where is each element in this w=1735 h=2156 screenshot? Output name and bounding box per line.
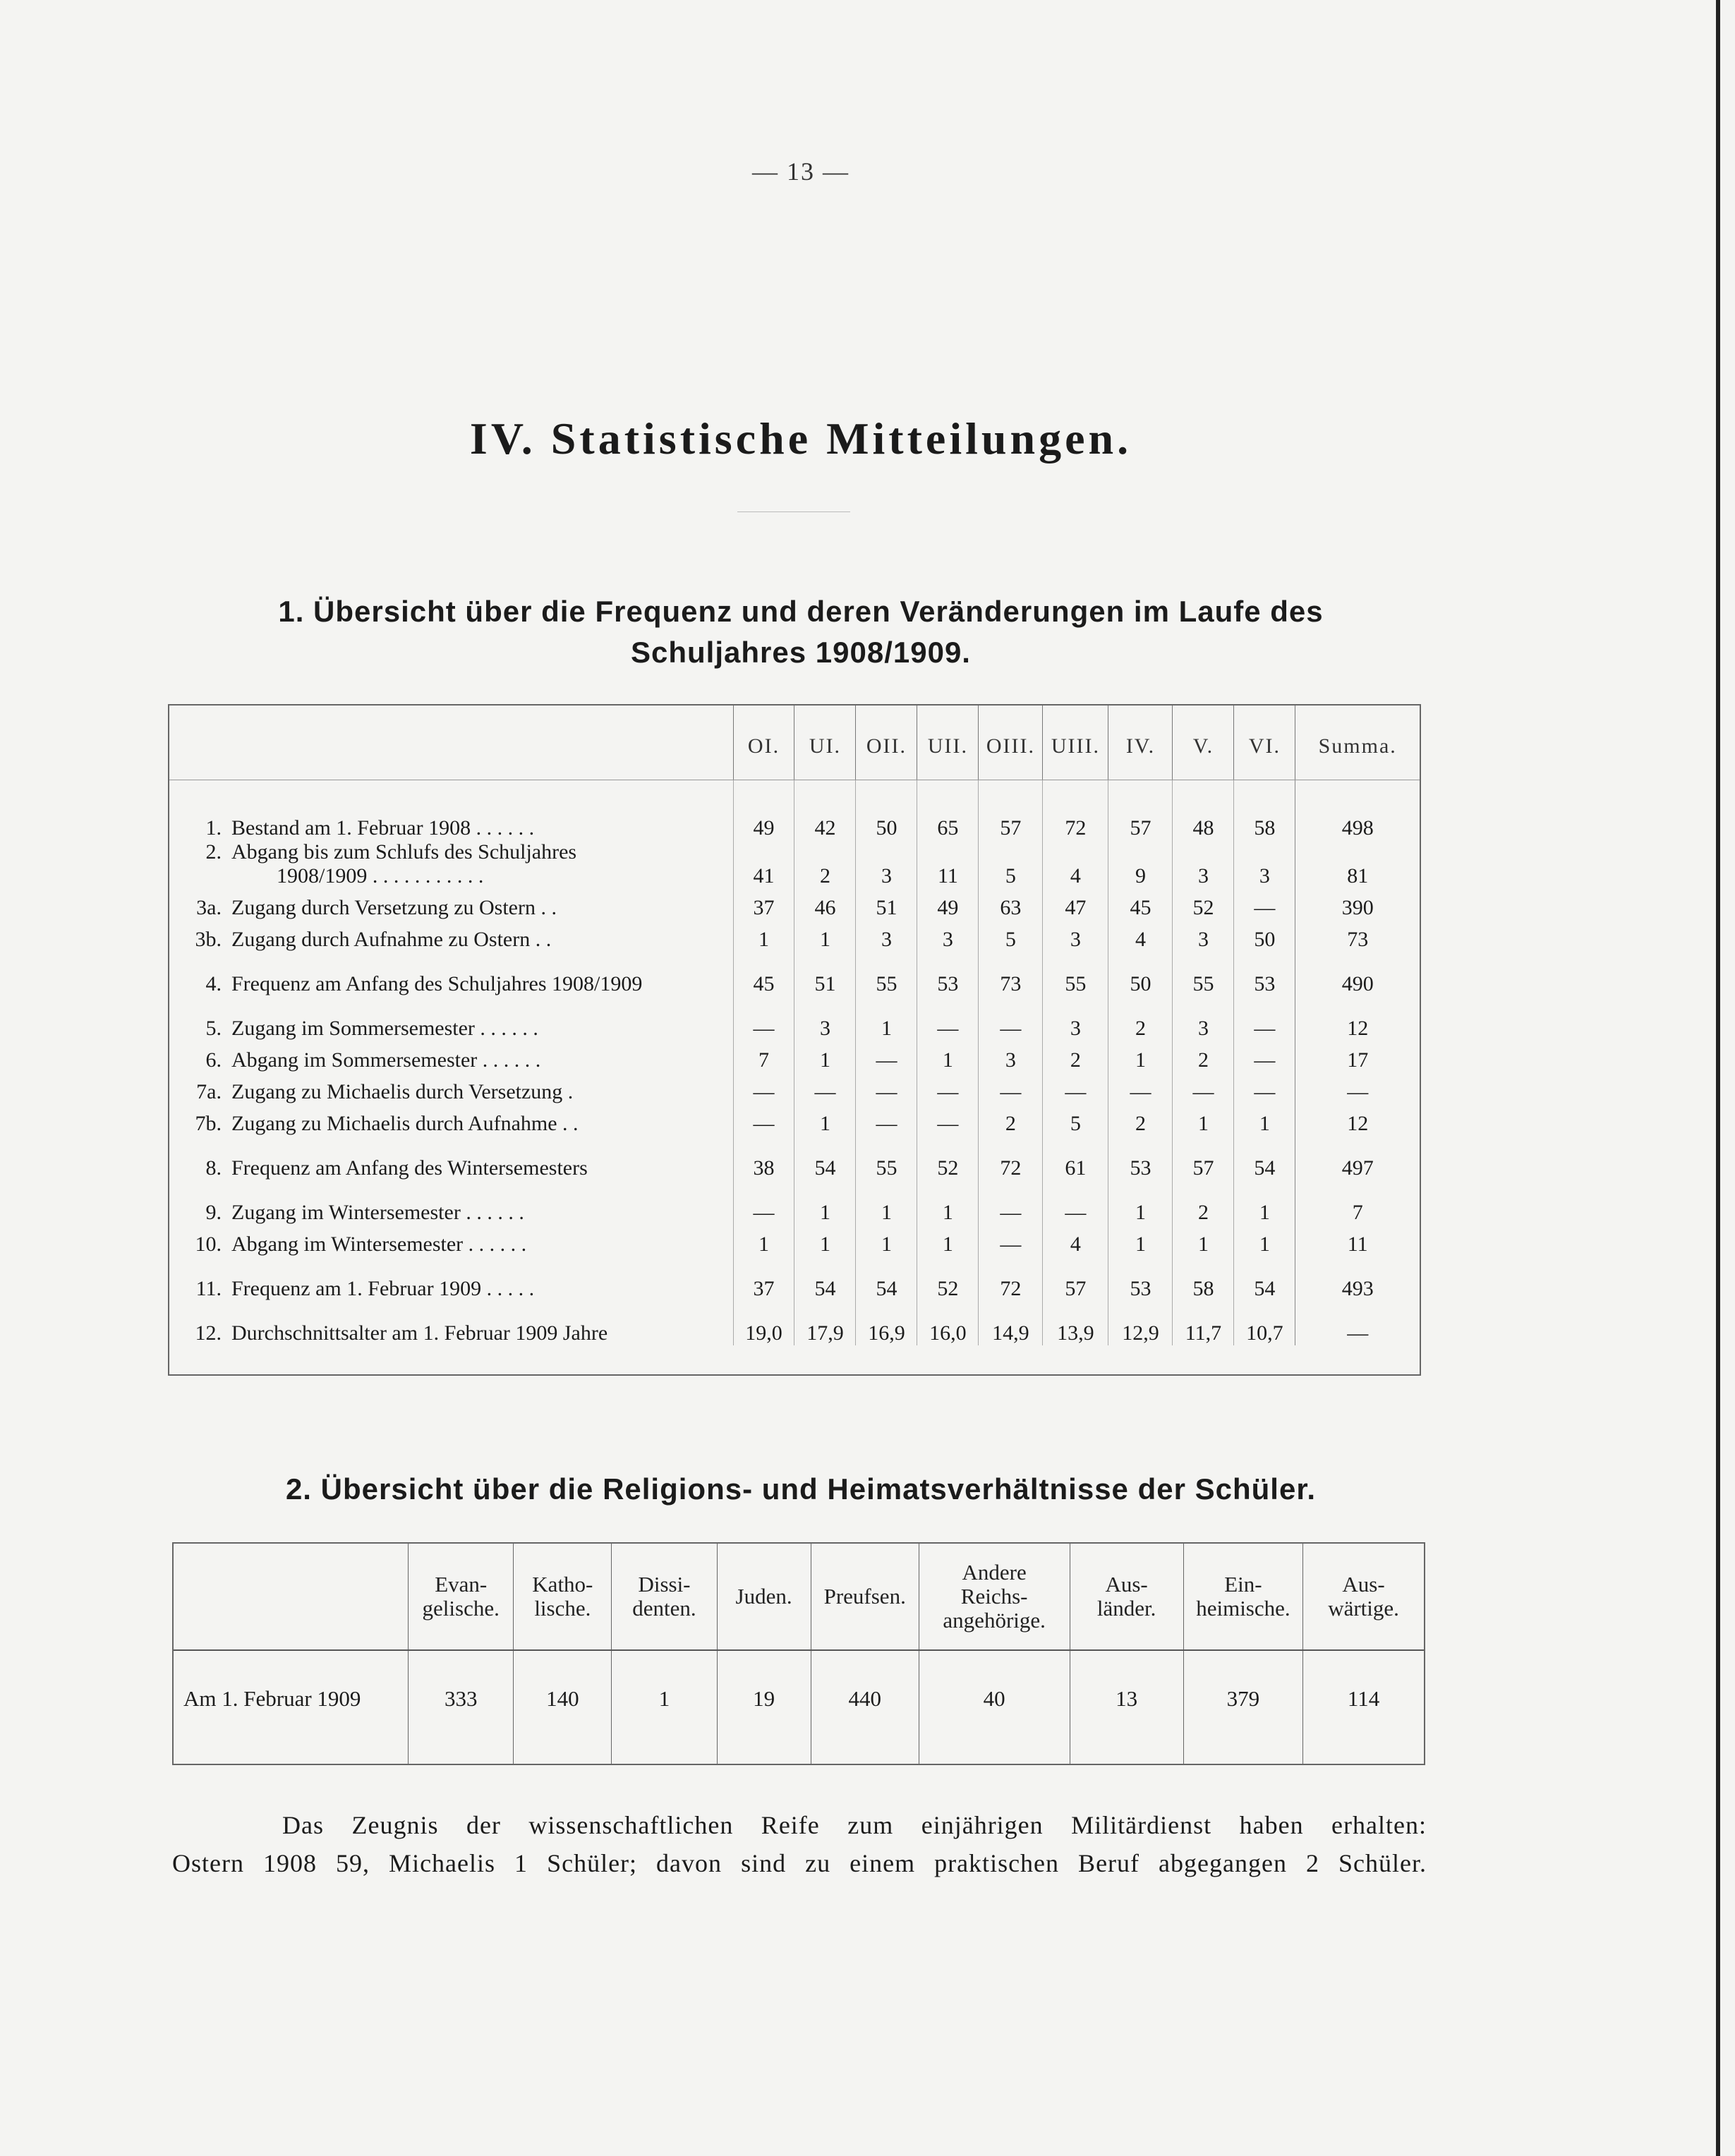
closing-note	[172, 1806, 1427, 1882]
row-label-continuation: 1908/1909 . . . . . . . . . . .	[277, 864, 484, 888]
col-header-line: Reichs-	[960, 1584, 1028, 1609]
col-header	[612, 1544, 717, 1650]
col-header: UIII.	[1043, 705, 1108, 780]
table-row	[169, 1104, 1420, 1136]
value-cell: 52	[917, 1136, 979, 1180]
value-cell: 4	[1108, 920, 1173, 952]
value-cell: —	[794, 1072, 856, 1104]
col-header: UII.	[917, 705, 979, 780]
value-cell: 7	[733, 1041, 794, 1072]
col-header-line: Aus-	[1342, 1572, 1385, 1597]
row-label	[169, 952, 733, 996]
col-header: V.	[1173, 705, 1234, 780]
summa-cell: 7	[1295, 1180, 1420, 1225]
row-number: 11.	[195, 1277, 222, 1300]
summa-cell: 81	[1295, 840, 1420, 888]
value-cell: 2	[1043, 1041, 1108, 1072]
value-cell: 12,9	[1108, 1301, 1173, 1345]
row-label	[169, 1072, 733, 1104]
value-cell: 37	[733, 888, 794, 920]
row-label-text: Frequenz am Anfang des Schuljahres 1908/1909	[231, 972, 643, 995]
value-cell: 53	[1108, 1256, 1173, 1301]
value-cell: 13	[1070, 1650, 1183, 1764]
value-cell: 5	[979, 920, 1043, 952]
row-label-text: Zugang zu Michaelis durch Aufnahme . .	[231, 1112, 579, 1135]
value-cell: 52	[1173, 888, 1234, 920]
summa-cell: 390	[1295, 888, 1420, 920]
value-cell: —	[856, 1072, 917, 1104]
col-header: OI.	[733, 705, 794, 780]
row-label-text: Zugang im Sommersemester . . . . . .	[231, 1017, 538, 1040]
religion-table-header	[174, 1544, 1424, 1650]
value-cell: 49	[917, 888, 979, 920]
row-label	[169, 1136, 733, 1180]
value-cell: 61	[1043, 1136, 1108, 1180]
row-label-text: Zugang durch Aufnahme zu Ostern . .	[231, 928, 552, 951]
value-cell: 333	[409, 1650, 514, 1764]
value-cell: 1	[1173, 1104, 1234, 1136]
value-cell: 1	[794, 1041, 856, 1072]
page-title: IV. Statistische Mitteilungen.	[469, 413, 1132, 464]
value-cell: 19,0	[733, 1301, 794, 1345]
value-cell: 72	[979, 1136, 1043, 1180]
col-header: OIII.	[979, 705, 1043, 780]
value-cell: —	[979, 1225, 1043, 1256]
value-cell: —	[856, 1104, 917, 1136]
table-row	[169, 888, 1420, 920]
row-label	[169, 1256, 733, 1301]
value-cell: 1	[917, 1180, 979, 1225]
value-cell: 72	[1043, 780, 1108, 841]
value-cell: —	[917, 996, 979, 1041]
value-cell: 5	[1043, 1104, 1108, 1136]
value-cell: 1	[794, 920, 856, 952]
value-cell: 45	[733, 952, 794, 996]
row-label-text: Durchschnittsalter am 1. Februar 1909 Jahre	[231, 1321, 608, 1345]
value-cell: 57	[1043, 1256, 1108, 1301]
col-header	[919, 1544, 1070, 1650]
value-cell: —	[1173, 1072, 1234, 1104]
value-cell: 440	[811, 1650, 919, 1764]
page-number: — 13 —	[752, 157, 850, 186]
value-cell: 1	[794, 1225, 856, 1256]
row-label-text: Abgang bis zum Schlufs des Schuljahres	[231, 840, 577, 864]
value-cell: 2	[1173, 1180, 1234, 1225]
row-label	[169, 1104, 733, 1136]
section1-heading-line2: Schuljahres 1908/1909.	[631, 636, 971, 669]
value-cell: 48	[1173, 780, 1234, 841]
value-cell: —	[917, 1072, 979, 1104]
summa-cell: 497	[1295, 1136, 1420, 1180]
row-label-text: Frequenz am Anfang des Wintersemesters	[231, 1156, 588, 1180]
col-header-line: Preufsen.	[823, 1584, 906, 1609]
row-number: 4.	[205, 972, 222, 995]
value-cell: 1	[856, 1225, 917, 1256]
value-cell: 140	[514, 1650, 612, 1764]
value-cell: —	[1234, 1041, 1295, 1072]
value-cell: 17,9	[794, 1301, 856, 1345]
value-cell: 58	[1173, 1256, 1234, 1301]
value-cell: 46	[794, 888, 856, 920]
note-line2: Ostern 1908 59, Michaelis 1 Schüler; davon sind zu einem praktischen Beruf abgegangen 2 Schüler.	[172, 1849, 1427, 1877]
value-cell: 1	[794, 1104, 856, 1136]
value-cell: 1	[1108, 1180, 1173, 1225]
value-cell: —	[979, 1180, 1043, 1225]
value-cell: 11	[917, 840, 979, 888]
value-cell: 3	[856, 920, 917, 952]
row-label	[169, 888, 733, 920]
value-cell: 4	[1043, 1225, 1108, 1256]
value-cell: 2	[979, 1104, 1043, 1136]
value-cell: 3	[1043, 996, 1108, 1041]
section2-heading: 2. Übersicht über die Religions- und Heimatsverhältnisse der Schüler.	[285, 1472, 1317, 1506]
col-header-line: denten.	[632, 1596, 696, 1621]
col-header-line: heimische.	[1196, 1596, 1290, 1621]
row-label-text: Abgang im Wintersemester . . . . . .	[231, 1233, 527, 1256]
col-header-line: Katho-	[532, 1572, 593, 1597]
value-cell: 1	[1234, 1225, 1295, 1256]
value-cell: 1	[612, 1650, 717, 1764]
summa-cell: 12	[1295, 996, 1420, 1041]
header-blank	[169, 705, 733, 780]
value-cell: 54	[794, 1136, 856, 1180]
row-number: 7b.	[195, 1112, 222, 1135]
value-cell: 53	[1108, 1136, 1173, 1180]
col-header: OII.	[856, 705, 917, 780]
value-cell: 41	[733, 840, 794, 888]
value-cell: 1	[733, 1225, 794, 1256]
row-label	[169, 1041, 733, 1072]
value-cell: 1	[1173, 1225, 1234, 1256]
value-cell: 73	[979, 952, 1043, 996]
value-cell: 2	[794, 840, 856, 888]
value-cell: 37	[733, 1256, 794, 1301]
row-label-text: Abgang im Sommersemester . . . . . .	[231, 1048, 541, 1072]
row-label	[169, 996, 733, 1041]
col-header: VI.	[1234, 705, 1295, 780]
table-row	[169, 920, 1420, 952]
value-cell: 1	[1234, 1180, 1295, 1225]
value-cell: 50	[1108, 952, 1173, 996]
value-cell: 3	[1173, 996, 1234, 1041]
note-line1: Das Zeugnis der wissenschaftlichen Reife zum einjährigen Militärdienst haben erhalten:	[282, 1811, 1427, 1839]
value-cell: 114	[1303, 1650, 1424, 1764]
value-cell: 53	[1234, 952, 1295, 996]
value-cell: 72	[979, 1256, 1043, 1301]
col-header	[1303, 1544, 1424, 1650]
table-row	[169, 952, 1420, 996]
value-cell: 55	[1173, 952, 1234, 996]
value-cell: —	[1234, 888, 1295, 920]
value-cell: 1	[917, 1225, 979, 1256]
col-header-line: angehörige.	[943, 1608, 1046, 1633]
value-cell: 2	[1108, 996, 1173, 1041]
value-cell: —	[856, 1041, 917, 1072]
value-cell: 1	[1108, 1041, 1173, 1072]
row-label	[169, 1180, 733, 1225]
row-label	[169, 1301, 733, 1345]
value-cell: 19	[717, 1650, 811, 1764]
value-cell: —	[1234, 1072, 1295, 1104]
value-cell: 16,9	[856, 1301, 917, 1345]
row-label-text: Zugang zu Michaelis durch Versetzung .	[231, 1080, 574, 1103]
table-row	[174, 1650, 1424, 1764]
col-header-line: wärtige.	[1328, 1596, 1399, 1621]
summa-cell: 493	[1295, 1256, 1420, 1301]
value-cell: 50	[1234, 920, 1295, 952]
value-cell: 55	[1043, 952, 1108, 996]
value-cell: —	[733, 1180, 794, 1225]
col-header-line: lische.	[534, 1596, 591, 1621]
value-cell: 16,0	[917, 1301, 979, 1345]
value-cell: 1	[794, 1180, 856, 1225]
table-row	[169, 1301, 1420, 1345]
page-edge	[1716, 0, 1720, 2156]
value-cell: 1	[1108, 1225, 1173, 1256]
value-cell: —	[733, 1072, 794, 1104]
frequency-table-header	[169, 705, 1420, 780]
row-label	[169, 840, 733, 888]
row-number: 1.	[205, 816, 222, 840]
value-cell: 3	[794, 996, 856, 1041]
value-cell: —	[733, 1104, 794, 1136]
section1-heading	[0, 591, 1602, 673]
value-cell: 13,9	[1043, 1301, 1108, 1345]
row-number: 7a.	[196, 1080, 222, 1103]
col-header	[409, 1544, 514, 1650]
value-cell: 63	[979, 888, 1043, 920]
section1-heading-line1: 1. Übersicht über die Frequenz und deren Veränderungen im Laufe des	[278, 595, 1324, 628]
value-cell: 1	[733, 920, 794, 952]
value-cell: 4	[1043, 840, 1108, 888]
row-number: 3b.	[195, 928, 222, 951]
col-header-line: gelische.	[422, 1596, 500, 1621]
value-cell: —	[1108, 1072, 1173, 1104]
row-label-text: Bestand am 1. Februar 1908 . . . . . .	[231, 816, 535, 840]
col-header-line: Evan-	[435, 1572, 488, 1597]
summa-cell: —	[1295, 1072, 1420, 1104]
header-blank	[174, 1544, 409, 1650]
table-row	[169, 1072, 1420, 1104]
value-cell: 14,9	[979, 1301, 1043, 1345]
value-cell: 40	[919, 1650, 1070, 1764]
value-cell: —	[917, 1104, 979, 1136]
value-cell: 1	[856, 996, 917, 1041]
value-cell: 42	[794, 780, 856, 841]
value-cell: 11,7	[1173, 1301, 1234, 1345]
row-number: 8.	[205, 1156, 222, 1180]
col-header-line: Aus-	[1105, 1572, 1148, 1597]
row-number: 12.	[195, 1321, 222, 1345]
value-cell: 2	[1173, 1041, 1234, 1072]
table-row	[169, 1225, 1420, 1256]
value-cell: 3	[1173, 840, 1234, 888]
religion-table	[172, 1542, 1425, 1765]
value-cell: 54	[1234, 1256, 1295, 1301]
summa-cell: 17	[1295, 1041, 1420, 1072]
col-header	[1070, 1544, 1183, 1650]
row-label-text: Zugang im Wintersemester . . . . . .	[231, 1201, 524, 1224]
table-row	[169, 840, 1420, 888]
value-cell: 51	[856, 888, 917, 920]
summa-cell: 498	[1295, 780, 1420, 841]
value-cell: 58	[1234, 780, 1295, 841]
value-cell: —	[1234, 996, 1295, 1041]
title-divider	[737, 511, 850, 512]
summa-cell: 490	[1295, 952, 1420, 996]
value-cell: 1	[917, 1041, 979, 1072]
summa-cell: —	[1295, 1301, 1420, 1345]
summa-cell: 11	[1295, 1225, 1420, 1256]
value-cell: 54	[856, 1256, 917, 1301]
value-cell: 1	[856, 1180, 917, 1225]
col-header-line: Dissi-	[638, 1572, 691, 1597]
row-number: 3a.	[196, 896, 222, 919]
row-number: 6.	[205, 1048, 222, 1072]
value-cell: 3	[856, 840, 917, 888]
frequency-table	[168, 704, 1421, 1376]
row-label	[169, 1225, 733, 1256]
row-number: 9.	[205, 1201, 222, 1224]
table-row	[169, 1041, 1420, 1072]
col-header: UI.	[794, 705, 856, 780]
col-header: IV.	[1108, 705, 1173, 780]
value-cell: 47	[1043, 888, 1108, 920]
value-cell: 379	[1183, 1650, 1302, 1764]
col-header	[811, 1544, 919, 1650]
col-header-line: Ein-	[1224, 1572, 1262, 1597]
value-cell: 54	[1234, 1136, 1295, 1180]
col-header-line: Andere	[962, 1560, 1027, 1585]
value-cell: 3	[1173, 920, 1234, 952]
value-cell: —	[1043, 1180, 1108, 1225]
value-cell: 49	[733, 780, 794, 841]
value-cell: 2	[1108, 1104, 1173, 1136]
value-cell: 9	[1108, 840, 1173, 888]
value-cell: 1	[1234, 1104, 1295, 1136]
value-cell: 5	[979, 840, 1043, 888]
value-cell: 54	[794, 1256, 856, 1301]
table-row	[169, 780, 1420, 841]
value-cell: 57	[979, 780, 1043, 841]
table-row	[169, 1256, 1420, 1301]
value-cell: 3	[917, 920, 979, 952]
value-cell: —	[1043, 1072, 1108, 1104]
value-cell: 53	[917, 952, 979, 996]
value-cell: 50	[856, 780, 917, 841]
summa-cell: 12	[1295, 1104, 1420, 1136]
value-cell: 51	[794, 952, 856, 996]
value-cell: 65	[917, 780, 979, 841]
value-cell: 57	[1108, 780, 1173, 841]
value-cell: 3	[1234, 840, 1295, 888]
value-cell: 45	[1108, 888, 1173, 920]
row-number: 5.	[205, 1017, 222, 1040]
value-cell: —	[979, 996, 1043, 1041]
row-number: 2.	[205, 840, 222, 864]
col-header-summa: Summa.	[1295, 705, 1420, 780]
row-label: Am 1. Februar 1909	[183, 1686, 361, 1711]
row-label	[169, 780, 733, 841]
col-header-line: länder.	[1096, 1596, 1156, 1621]
value-cell: 55	[856, 1136, 917, 1180]
value-cell: 3	[979, 1041, 1043, 1072]
col-header	[514, 1544, 612, 1650]
row-number: 10.	[195, 1233, 222, 1256]
value-cell: 57	[1173, 1136, 1234, 1180]
col-header	[717, 1544, 811, 1650]
col-header	[1183, 1544, 1302, 1650]
value-cell: 3	[1043, 920, 1108, 952]
value-cell: —	[733, 996, 794, 1041]
value-cell: —	[979, 1072, 1043, 1104]
row-label	[169, 920, 733, 952]
row-label-text: Frequenz am 1. Februar 1909 . . . . .	[231, 1277, 535, 1300]
value-cell: 38	[733, 1136, 794, 1180]
row-label-text: Zugang durch Versetzung zu Ostern . .	[231, 896, 557, 919]
value-cell: 10,7	[1234, 1301, 1295, 1345]
table-row	[169, 1136, 1420, 1180]
summa-cell: 73	[1295, 920, 1420, 952]
value-cell: 52	[917, 1256, 979, 1301]
table-row	[169, 1180, 1420, 1225]
col-header-line: Juden.	[735, 1584, 792, 1609]
value-cell: 55	[856, 952, 917, 996]
table-row	[169, 996, 1420, 1041]
